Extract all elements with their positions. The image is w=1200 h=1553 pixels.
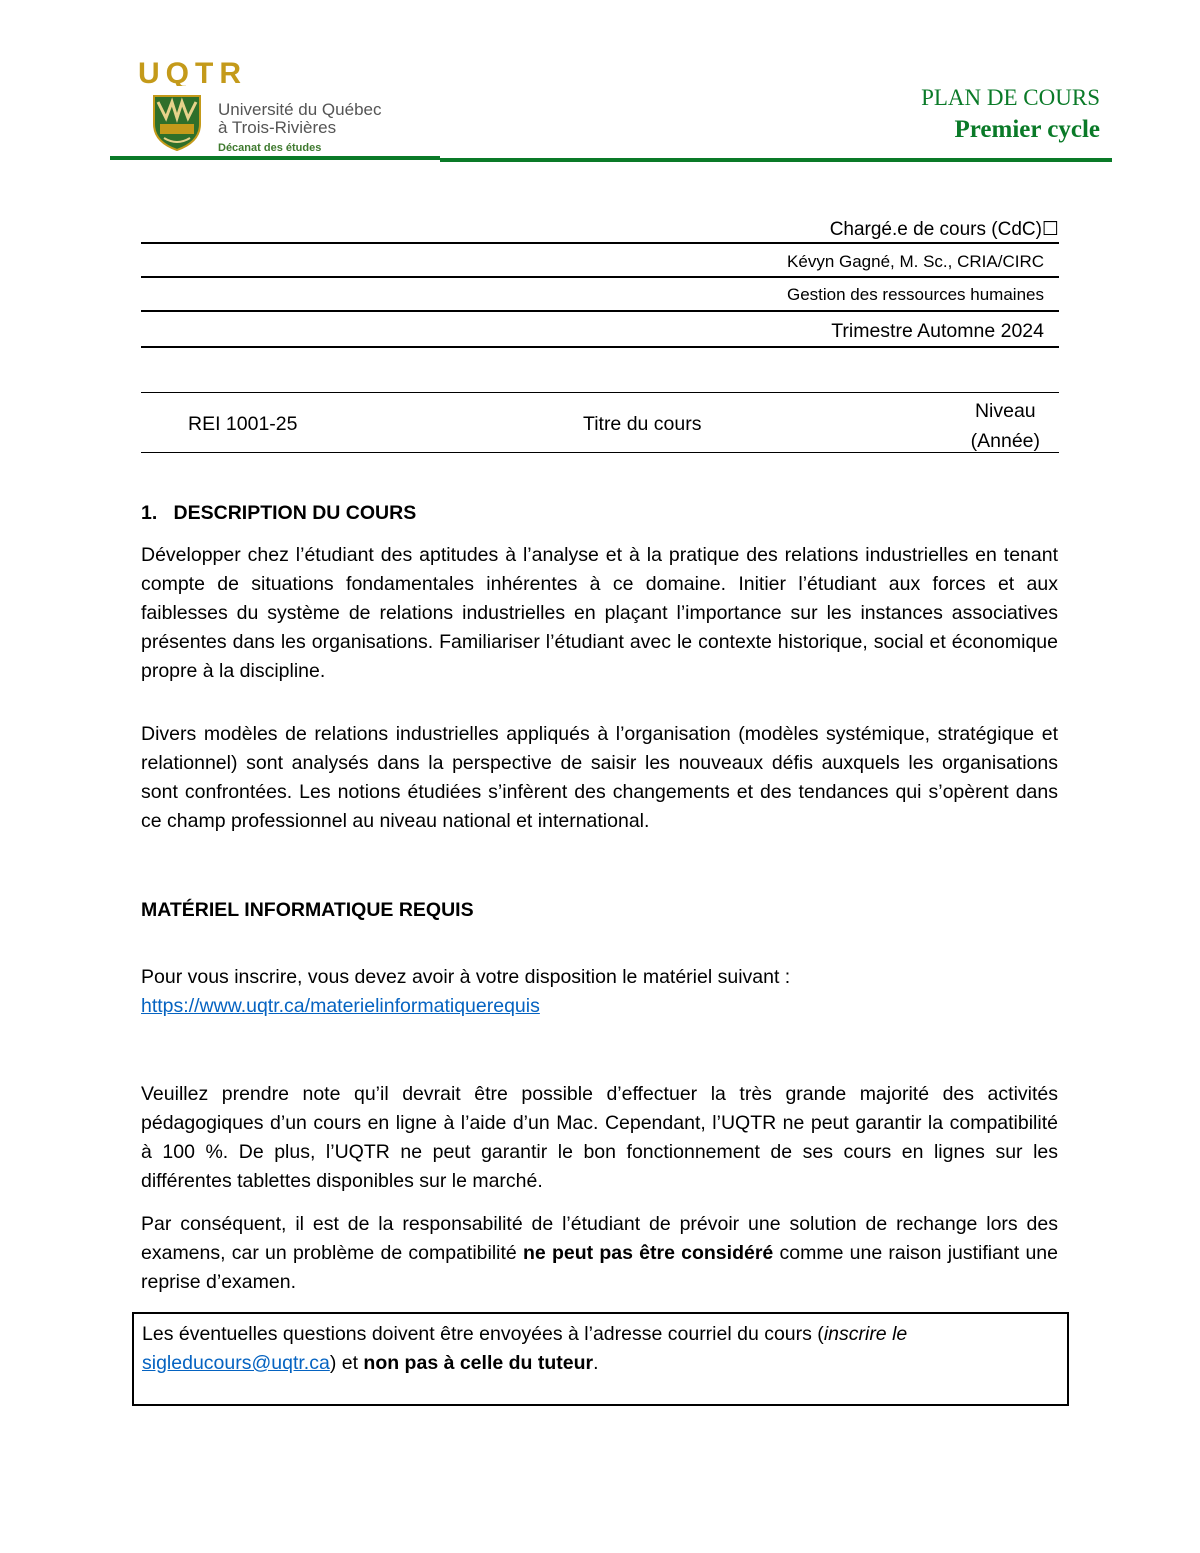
header-divider-left (110, 156, 440, 160)
course-level (971, 396, 1040, 456)
course-row-top-rule (141, 392, 1059, 393)
department-row (141, 285, 1059, 305)
course-row-bottom-rule (141, 452, 1059, 453)
notice-bold: non pas à celle du tuteur (363, 1352, 594, 1374)
notice-text-1: Les éventuelles questions doivent être envoyées à l’adresse courriel du cours ( (142, 1323, 824, 1345)
contact-notice-box (132, 1312, 1069, 1406)
materiel-intro-text: Pour vous inscrire, vous devez avoir à votre disposition le matériel suivant : (141, 966, 791, 988)
document-subtitle: Premier cycle (954, 116, 1100, 143)
role-label: Chargé.e de cours (CdC) (829, 219, 1042, 240)
term-row (141, 320, 1059, 343)
info-divider (141, 242, 1059, 244)
role-row (141, 218, 1059, 241)
document-title-block (921, 84, 1100, 146)
document-title: PLAN DE COURS (921, 85, 1100, 110)
notice-italic: inscrire le (823, 1323, 908, 1345)
course-email-link[interactable]: sigleducours@uqtr.ca (142, 1352, 330, 1374)
header-divider-right (440, 158, 1112, 162)
uqtr-wordmark (138, 60, 300, 91)
instructor-name: Kévyn Gagné, M. Sc., CRIA/CIRC (787, 252, 1044, 271)
info-divider (141, 310, 1059, 312)
uqtr-wordmark-text: UQTR (138, 60, 247, 86)
instructor-row (141, 252, 1059, 272)
university-name-line1: Université du Québec (218, 100, 382, 119)
role-checkbox[interactable]: ☐ (1041, 218, 1059, 240)
materiel-paragraph-2-text: Par conséquent, il est de la responsabilité de l’étudiant de prévoir une solution de rechange lors des examens, car un problème de compatibilité (141, 1213, 1058, 1264)
materiel-link[interactable]: https://www.uqtr.ca/materielinformatiquerequis (141, 995, 540, 1017)
notice-text-2: ) et (329, 1352, 364, 1374)
description-paragraph-2: Divers modèles de relations industrielles appliqués à l’organisation (modèles systémique, stratégique et relationnel) sont analysés dans la perspective de saisir les nouveaux défis auxquels les organisations sont confrontées. Les notions étudiées s’infèrent des changements et des tendances qui s’opèrent dans ce champ professionnel au niveau national et international. (141, 723, 1058, 832)
course-level-line1: Niveau (974, 400, 1036, 422)
notice-text-3: . (593, 1352, 599, 1374)
course-code: REI 1001-25 (188, 413, 298, 435)
info-divider (141, 346, 1059, 348)
section-heading-description: 1. DESCRIPTION DU COURS (141, 502, 417, 524)
term-label: Trimestre Automne 2024 (831, 320, 1044, 342)
course-level-line2: (Année) (970, 430, 1040, 452)
section-heading-materiel: MATÉRIEL INFORMATIQUE REQUIS (141, 899, 474, 921)
uqtr-crest-icon (152, 94, 202, 157)
info-divider (141, 276, 1059, 278)
department-name: Gestion des ressources humaines (786, 285, 1044, 304)
description-paragraph-1: Développer chez l’étudiant des aptitudes à l’analyse et à la pratique des relations industrielles en tenant compte de situations fondamentales inhérentes à ce domaine. Initier l’étudiant aux forces et aux faiblesses du système de relations industrielles en plaçant l’importance sur les instances associatives présentes dans les organisations. Familiariser l’étudiant avec le contexte historique, social et économique propre à la discipline. (141, 544, 1058, 682)
course-title: Titre du cours (583, 413, 702, 435)
university-name-line2: à Trois-Rivières (218, 118, 337, 137)
materiel-paragraph-2-text-end: comme une raison justifiant une reprise d’examen. (141, 1242, 1058, 1293)
materiel-paragraph-2-emphasis: ne peut pas être considéré (522, 1242, 774, 1264)
materiel-paragraph-1: Veuillez prendre note qu’il devrait être possible d’effectuer la très grande majorité des activités pédagogiques d’un cours en ligne à l’aide d’un Mac. Cependant, l’UQTR ne peut garantir la compatibilité à 100 %. De plus, l’UQTR ne peut garantir le bon fonctionnement de ses cours en lignes sur les différentes tablettes disponibles sur le marché. (141, 1083, 1058, 1192)
university-unit: Décanat des études (218, 142, 322, 154)
materiel-intro (141, 963, 1058, 1021)
materiel-paragraph-2 (141, 1210, 1058, 1297)
